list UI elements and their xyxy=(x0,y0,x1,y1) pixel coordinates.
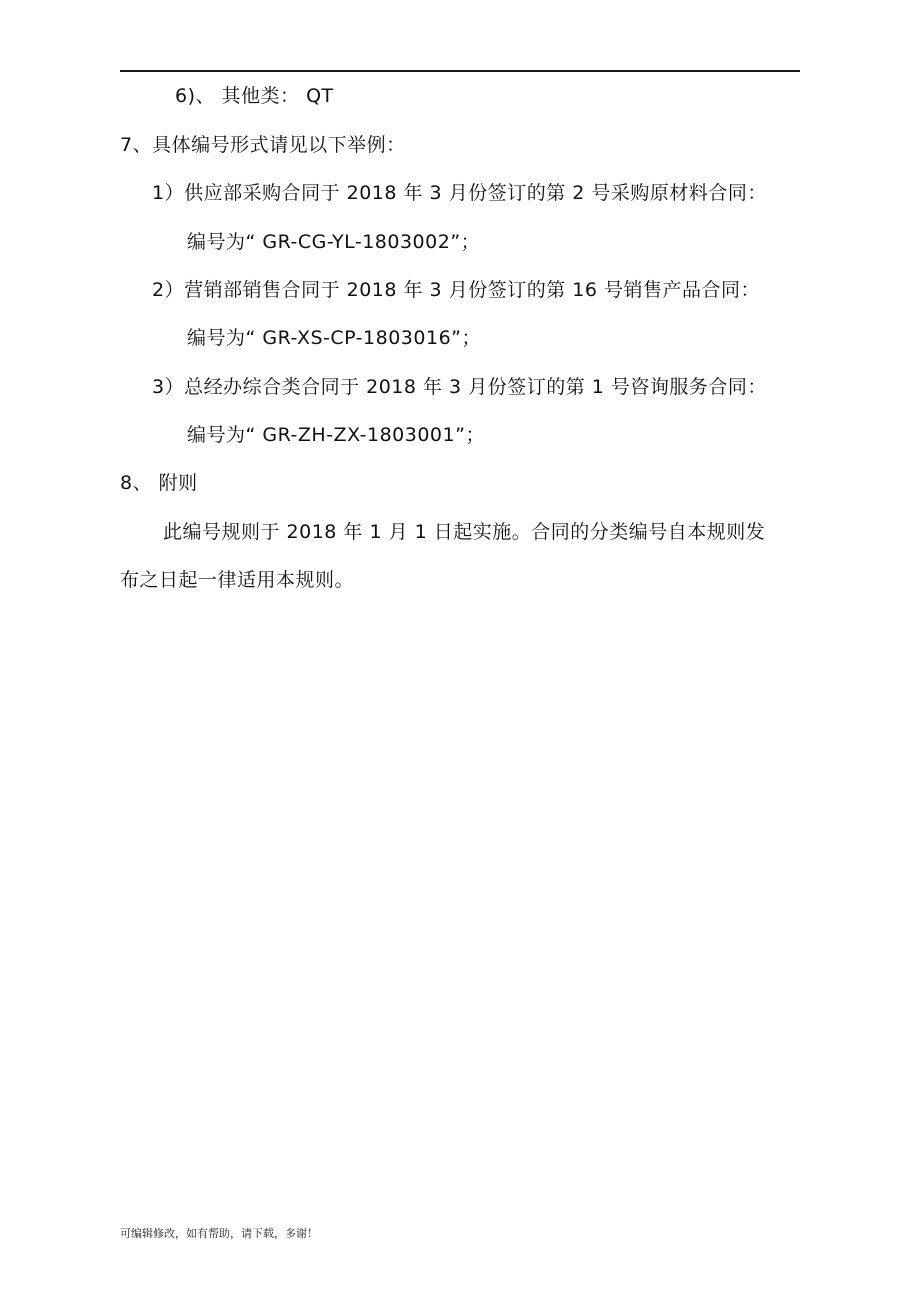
item-6-other-category: 6)、 其他类： QT xyxy=(175,85,334,107)
example-3-code: 编号为“ GR-ZH-ZX-1803001”； xyxy=(187,424,485,446)
example-2-code: 编号为“ GR-XS-CP-1803016”； xyxy=(187,327,482,349)
header-rule xyxy=(120,70,800,72)
item-8-heading: 8、 附则 xyxy=(120,472,198,494)
footer-note: 可编辑修改，如有帮助，请下载，多谢！ xyxy=(120,1227,318,1240)
example-1-description: 1）供应部采购合同于 2018 年 3 月份签订的第 2 号采购原材料合同： xyxy=(152,182,767,204)
appendix-paragraph-line-1: 此编号规则于 2018 年 1 月 1 日起实施。合同的分类编号自本规则发 xyxy=(163,521,766,543)
appendix-paragraph-line-2: 布之日起一律适用本规则。 xyxy=(120,569,355,591)
example-1-code: 编号为“ GR-CG-YL-1803002”； xyxy=(187,231,481,253)
item-7-heading: 7、具体编号形式请见以下举例： xyxy=(120,134,406,156)
example-3-description: 3）总经办综合类合同于 2018 年 3 月份签订的第 1 号咨询服务合同： xyxy=(152,376,767,398)
example-2-description: 2）营销部销售合同于 2018 年 3 月份签订的第 16 号销售产品合同： xyxy=(152,279,760,301)
